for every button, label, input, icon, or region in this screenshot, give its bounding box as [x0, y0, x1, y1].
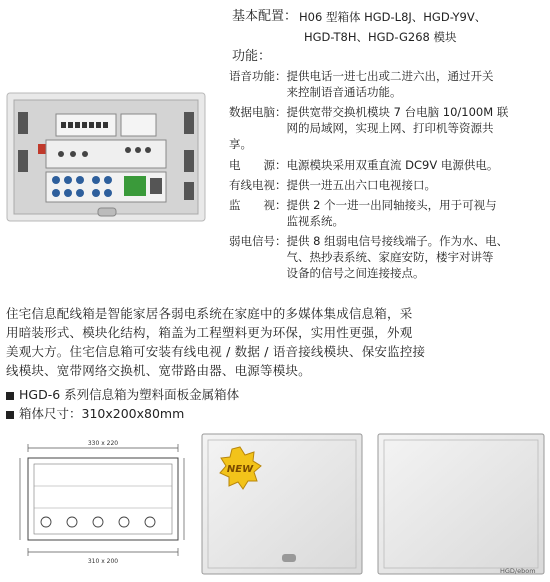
function-line-tail: 享。 [229, 137, 252, 151]
brand-plate [500, 567, 536, 575]
function-label: 数据电脑： [229, 105, 287, 119]
bullet-item [6, 405, 546, 422]
intro-paragraph [6, 304, 546, 380]
new-badge [218, 446, 262, 490]
brand-plate-text: HGD/ebom [500, 567, 536, 575]
function-line: 气、热抄表系统、家庭安防，楼宇对讲等 [286, 250, 494, 264]
function-line: 提供宽带交换机模块 7 台电脑 10/100M 联 [286, 105, 509, 119]
function-line: 提供 2 个一进一出同轴接头，用于可视与 [286, 198, 497, 212]
function-item-data [229, 104, 547, 136]
config-line-2: HGD-T8H、HGD-G268 模块 [304, 30, 457, 44]
intro-line: 线模块、宽带网络交换机、宽带路由器、电源等模块。 [6, 363, 311, 378]
dim-top-label: 330 x 220 [87, 440, 119, 447]
function-label: 有线电视： [229, 178, 287, 192]
device-open-photo [6, 92, 206, 222]
intro-line: 美观大方。住宅信息箱可安装有线电视 / 数据 / 语音接线模块、保安监控接 [6, 344, 426, 359]
square-bullet-icon [6, 411, 14, 419]
function-label: 监 视： [229, 198, 287, 212]
bullet-text: 箱体尺寸：310x200x80mm [19, 406, 185, 421]
square-bullet-icon [6, 392, 14, 400]
function-text [287, 197, 497, 229]
function-item-power [229, 157, 547, 173]
function-label: 弱电信号： [229, 234, 287, 248]
function-line: 电源模块采用双重直流 DC9V 电源供电。 [286, 158, 499, 172]
config-title: 基本配置： [232, 9, 298, 24]
functions-title: 功能： [232, 49, 272, 64]
function-line: 来控制语音通话功能。 [286, 85, 402, 99]
bullet-text: HGD-6 系列信息箱为塑料面板金属箱体 [19, 387, 240, 402]
function-item-cable-tv [229, 177, 547, 193]
function-line: 监视系统。 [286, 214, 344, 228]
new-badge-label: NEW [226, 464, 254, 475]
dimension-drawing [6, 436, 196, 576]
function-item-monitor [229, 197, 547, 229]
function-line: 提供电话一进七出或二进六出，通过开关 [286, 69, 494, 83]
function-line: 提供 8 组弱电信号接线端子。作为水、电、 [286, 234, 509, 248]
function-line: 网的局域网，实现上网、打印机等资源共 [286, 121, 494, 135]
function-line: 提供一进五出六口电视接口。 [286, 178, 436, 192]
function-text [287, 104, 509, 136]
functions-list [229, 68, 547, 281]
function-item-voice [229, 68, 547, 100]
function-label: 语音功能： [229, 69, 287, 83]
function-line: 设备的信号之间连接接点。 [286, 266, 425, 280]
intro-line: 住宅信息配线箱是智能家居各弱电系统在家庭中的多媒体集成信息箱，采 [6, 306, 413, 321]
function-text [287, 233, 509, 281]
function-label: 电 源： [229, 158, 287, 172]
function-text [287, 68, 494, 100]
config-block [232, 8, 548, 45]
intro-line: 用暗装形式、模块化结构，箱盖为工程塑料更为环保，实用性更强，外观 [6, 325, 413, 340]
bullet-item [6, 386, 546, 403]
config-line-1: H06 型箱体 HGD-L8J、HGD-Y9V、 [299, 10, 487, 24]
bullet-list [6, 386, 546, 422]
dim-bottom-label: 310 x 200 [87, 558, 119, 565]
function-item-weak-signal [229, 233, 547, 281]
